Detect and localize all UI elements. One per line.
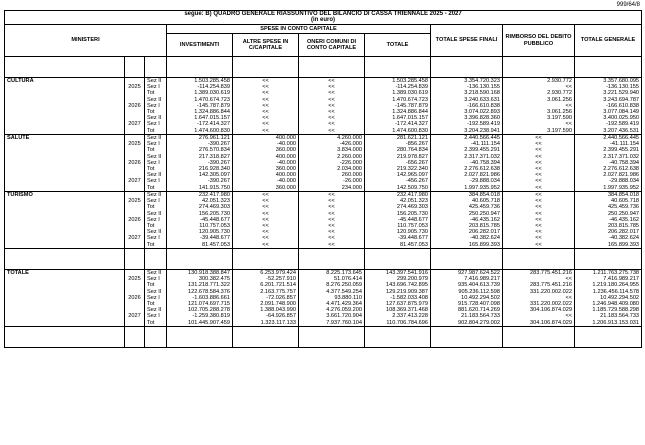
investimenti-values: 130.918.388.847 300.382.475 131.218.771.322 122.678.584.376 -1.603.886.661 121.074.697.715 102.705.288.278 -1.259.380.819 101.445.907.459 [167, 270, 233, 327]
totale-generale-values: 3.357.680.095 -136.130.155 3.221.529.940 3.243.694.787 -166.610.838 3.077.084.149 3.400.025.950 -192.589.419 3.207.436.531 [575, 78, 642, 135]
table-title [5, 11, 642, 25]
section-labels: Sez II Sez I Tot Sez II Sez I Tot Sez II Sez I Tot [145, 192, 167, 249]
page-number: 999/64/8 [616, 2, 640, 8]
totale-finali-values: 927.987.624.522 7.416.989.217 935.404.613.739 905.236.112.598 10.492.294.502 915.728.407.098 881.620.714.269 21.183.564.733 902.804.279.002 [431, 270, 503, 327]
section-labels: Sez II Sez I Tot Sez II Sez I Tot Sez II Sez I Tot [145, 78, 167, 135]
totale-values: 232.417.980 42.051.323 274.469.303 156.205.730 -45.448.677 110.757.053 120.905.730 -39.448.677 81.457.053 [365, 192, 431, 249]
spacer-row [5, 57, 642, 78]
year-labels: 2025 2026 2027 [125, 192, 145, 249]
ministry-group-cultura [5, 78, 642, 135]
rimborso-values: 2.930.772 << 2.930.772 3.061.256 << 3.061.256 3.197.590 << 3.197.590 [503, 78, 575, 135]
header-altre-spese: ALTRE SPESE IN C/CAPITALE [233, 34, 299, 57]
altre-spese-values: << << << << << << << << << [233, 192, 299, 249]
oneri-comuni-values: 4.260.000 -426.000 3.834.000 2.260.000 -226.000 2.034.000 260.000 -26.000 234.000 [299, 135, 365, 192]
investimenti-values: 1.503.285.458 -114.254.839 1.389.030.619 1.470.674.723 -145.787.879 1.324.886.844 1.647.015.157 -172.414.327 1.474.600.830 [167, 78, 233, 135]
title-line-1: segue: B) QUADRO GENERALE RIASSUNTIVO DEL BILANCIO DI CASSA TRIENNALE 2025 - 2027 [184, 11, 462, 17]
header-ministeri: MINISTERI [5, 25, 167, 57]
totale-generale-values: 384.854.018 40.605.718 425.459.736 250.250.947 -46.435.162 203.815.785 206.282.017 -40.382.624 165.899.393 [575, 192, 642, 249]
ministry-group-salute [5, 135, 642, 192]
totale-finali-values: 384.854.018 40.605.718 425.459.736 250.250.947 -46.435.162 203.815.785 206.282.017 -40.382.624 165.899.393 [431, 192, 503, 249]
totale-values: 281.621.121 -856.267 280.764.834 219.978.827 -656.267 219.322.340 142.965.097 -456.267 142.509.750 [365, 135, 431, 192]
totale-values: 143.397.541.916 299.200.979 143.696.742.895 129.219.909.387 -1.582.033.408 127.637.875.979 108.369.371.468 2.337.413.228 110.706.784.696 [365, 270, 431, 327]
ministry-group-turismo [5, 192, 642, 249]
header-investimenti: INVESTIMENTI [167, 34, 233, 57]
ministry-name: TURISMO [5, 192, 125, 249]
altre-spese-values: 400.000 -40.000 360.000 400.000 -40.000 360.000 400.000 -40.000 360.000 [233, 135, 299, 192]
section-labels: Sez II Sez I Tot Sez II Sez I Tot Sez II Sez I Tot [145, 270, 167, 327]
altre-spese-values: 6.253.979.424 -52.257.910 6.201.721.514 2.163.775.757 -72.026.857 2.091.748.900 1.388.043.990 -64.926.857 1.323.117.133 [233, 270, 299, 327]
title-row [5, 11, 642, 25]
oneri-comuni-values: 8.225.173.645 51.076.414 8.276.250.059 4.377.549.254 93.880.110 4.471.429.364 4.276.059.200 3.661.720.904 7.937.760.104 [299, 270, 365, 327]
ministry-name: SALUTE [5, 135, 125, 192]
title-line-2: (in euro) [311, 17, 336, 24]
total-group [5, 270, 642, 327]
totale-values: 1.503.285.458 -114.254.839 1.389.030.619 1.470.674.723 -145.787.879 1.324.886.844 1.647.015.157 -172.414.327 1.474.600.830 [365, 78, 431, 135]
investimenti-values: 276.961.121 -390.267 276.570.834 217.318.827 -390.267 216.928.340 142.305.097 -390.267 141.915.750 [167, 135, 233, 192]
year-labels: 2025 2026 2027 [125, 135, 145, 192]
oneri-comuni-values: << << << << << << << << << [299, 192, 365, 249]
rimborso-values: 283.775.451.216 << 283.775.451.216 331.220.002.022 << 331.220.002.022 304.106.874.029 << 304.106.874.029 [503, 270, 575, 327]
total-name: TOTALE [5, 270, 125, 327]
oneri-comuni-values: << << << << << << << << << [299, 78, 365, 135]
rimborso-values: << << << << << << << << << [503, 192, 575, 249]
header-totale: TOTALE [365, 34, 431, 57]
header-totale-finali: TOTALE SPESE FINALI [431, 25, 503, 57]
year-labels: 2025 2026 2027 [125, 270, 145, 327]
section-labels: Sez II Sez I Tot Sez II Sez I Tot Sez II Sez I Tot [145, 135, 167, 192]
investimenti-values: 232.417.980 42.051.323 274.469.303 156.205.730 -45.448.677 110.757.053 120.905.730 -39.448.677 81.457.053 [167, 192, 233, 249]
totale-finali-values: 3.354.720.323 -136.130.155 3.218.590.168 3.240.633.631 -166.610.838 3.074.022.893 3.396.828.360 -192.589.419 3.204.238.941 [431, 78, 503, 135]
rimborso-values: << << << << << << << << << [503, 135, 575, 192]
ministry-name: CULTURA [5, 78, 125, 135]
header-row-1 [5, 25, 642, 34]
header-oneri-comuni: ONERI COMUNI DI CONTO CAPITALE [299, 34, 365, 57]
header-totale-generale: TOTALE GENERALE [575, 25, 642, 57]
totale-generale-values: 1.211.763.275.738 7.416.989.217 1.219.180.264.955 1.236.456.114.578 10.492.294.502 1.246.948.409.080 1.185.729.588.298 21.183.564.733 1.206.913.153.031 [575, 270, 642, 327]
spacer-row [5, 249, 642, 270]
totale-generale-values: 2.440.566.445 -41.111.154 2.399.455.291 2.317.371.032 -40.758.394 2.276.612.638 2.027.821.986 -29.888.034 1.997.935.952 [575, 135, 642, 192]
altre-spese-values: << << << << << << << << << [233, 78, 299, 135]
spacer-row [5, 327, 642, 348]
year-labels: 2025 2026 2027 [125, 78, 145, 135]
budget-table [4, 10, 642, 348]
header-rimborso: RIMBORSO DEL DEBITO PUBBLICO [503, 25, 575, 57]
header-spese-conto-capitale: SPESE IN CONTO CAPITALE [167, 25, 431, 34]
totale-finali-values: 2.440.566.445 -41.111.154 2.399.455.291 2.317.371.032 -40.758.394 2.276.612.638 2.027.821.986 -29.888.034 1.997.935.952 [431, 135, 503, 192]
